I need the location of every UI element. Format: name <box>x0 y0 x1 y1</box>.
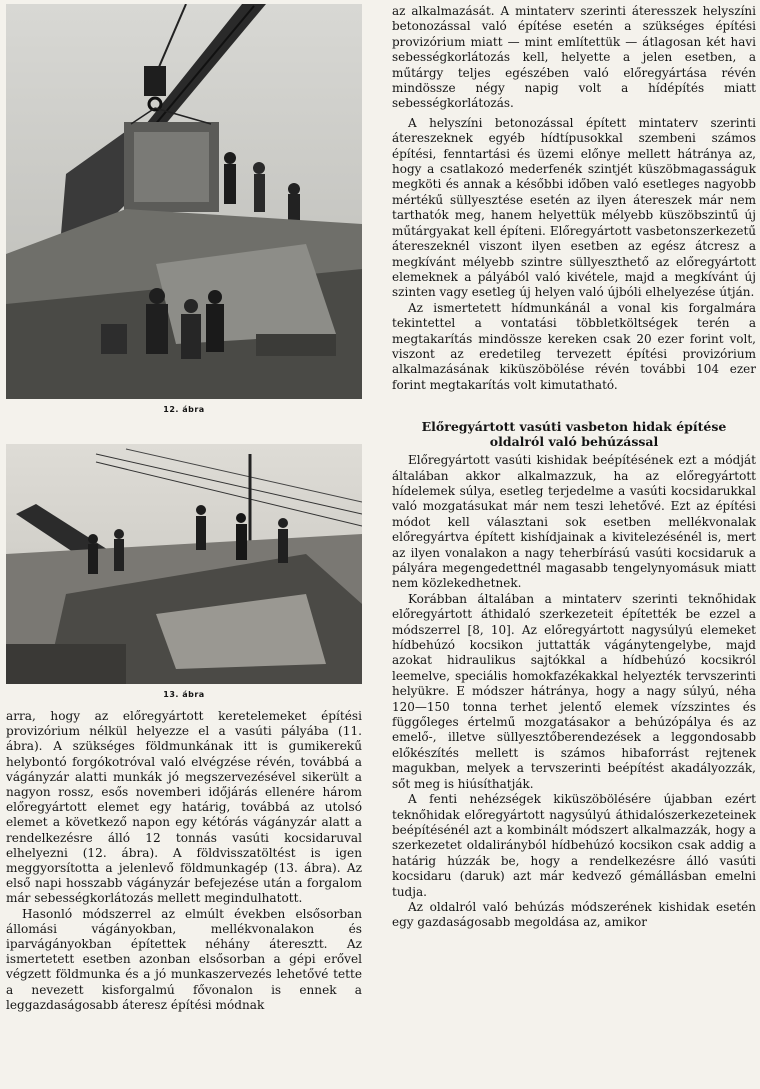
right-paragraph-1: az alkalmazását. A mintaterv szerinti áteresszek helyszíni betonozással való építése esetén a szükséges építési provizórium miatt — mint említettük — átlagosan két havi sebességkorlátozás kell, helyette a jelen esetben, a műtárgy teljes egészében való előregyártása révén mindössze négy napig volt a hídépítés miatt sebességkorlátozás. <box>392 4 756 111</box>
figure-13-photo <box>6 444 362 684</box>
figure-12-caption: 12. ábra <box>163 405 205 414</box>
right-paragraph-3: Az ismertetett hídmunkánál a vonal kis forgalmára tekintettel a vontatási többletköltségek terén a megtakarítás mindössze kereken csak 20 ezer forint volt, viszont az eredetileg tervezett építési provizórium alkalmazásának kiküszöbölése révén további 104 ezer forint megtakarítás volt kimutatható. <box>392 300 756 392</box>
right-paragraph-5: Korábban általában a mintaterv szerinti teknőhidak előregyártott áthidaló szerkezeteit építették be ezzel a módszerrel [8, 10]. Az előregyártott nagysúlyú elemeket hídbehúzó kocsikon juttatták vágánytengelybe, majd azokat hidraulikus sajtókkal a hídbehúzó kocsikról leemelve, speciális homokfazékakkal helyezték tervszerinti helyükre. E módszer hátránya, hogy a nagy súlyú, néha 120—150 tonna terhet jelentő elemek vízszintes és függőleges értelmű mozgatásakor a behúzópálya és az emelő-, illetve süllyesztőberendezések a leggondosabb előkészítés mellett is számos hibaforrást rejtenek magukban, melyek a tervszerinti beépítést akadályozzák, sőt meg is hiúsíthatják. <box>392 591 756 791</box>
right-paragraph-4: Előregyártott vasúti kishidak beépítésének ezt a módját általában akkor alkalmazzuk, ha az előregyártott hídelemek súlya, esetleg terjedelme a vasúti kocsidarukkal való mozgatásukat már nem teszi lehetővé. Ezt az építési módot kell választani sok esetben mellékvonalak előregyártva épített kishídjainak a kivitelezésénél is, mert az ilyen vonalakon a nagy teherbírású vasúti kocsidaruk a pályára megengedettnél magasabb tengelynyomásuk miatt nem közlekedhetnek. <box>392 453 756 591</box>
left-paragraph-2: Hasonló módszerrel az elmúlt években elsősorban állomási vágányokban, mellékvonalakon és iparvágányokban építettek néhány áteresztt. Az ismertetett esetben azonban elsősorban a gépi erővel végzett földmunka és a jó munkaszervezés lehetővé tette a nevezett kisforgalmú fővonalon is ennek a leggazdaságosabb áteresz építési módnak <box>6 906 362 1012</box>
crane-lifting-culvert-photo <box>6 4 362 399</box>
figure-13-caption: 13. ábra <box>163 690 205 699</box>
section-heading <box>392 419 756 449</box>
section-heading-line-1: Előregyártott vasúti vasbeton hidak építése <box>421 419 727 435</box>
right-paragraph-2: A helyszíni betonozással épített mintaterv szerinti átereszeknek egyéb hídtípusokkal szembeni számos építési, fenntartási és üzemi előnye mellett hátránya az, hogy a csatlakozó mederfenék szintjét küszöbmagasságuk megköti és annak a későbbi időben való esetleges nagyobb mértékű süllyesztése esetén az ilyen átereszek már nem tarthatók meg, hanem helyettük mélyebb küszöbszintű új műtárgyakat kell építeni. Előregyártott vasbetonszerkezetű átereszeknél viszont ilyen esetben az egész átcresz a megkívánt mélyebb szintre süllyeszthető az előregyártott elemeknek a pályából való kivétele, majd a megkívánt új szinten vagy esetleg új helyen való újbóli elhelyezése útján. <box>392 115 756 300</box>
left-paragraph-1: arra, hogy az előregyártott keretelemeket építési provizórium nélkül helyezze el a vasúti pályába (11. ábra). A szükséges földmunkának itt is gumikerekű helybontó forgókotróval való elvégzése révén, továbbá a vágányzár alatti munkák jó megszervezésével sikerült a nagyon rossz, esős novemberi időjárás ellenére három előregyártott elemet egy határig, továbbá az utolsó elemet a következő napon egy kétórás vágányzár alatt a rendelkezésre álló 12 tonnás vasúti kocsidaruval elhelyezni (12. ábra). A földvisszatöltést is igen meggyorsította a jelenlevő földmunkagép (13. ábra). Az első napi hosszabb vágányzár befejezése után a forgalom már sebességkorlátozás mellett megindulhatott. <box>6 709 362 906</box>
figure-12-photo <box>6 4 362 399</box>
section-heading-line-2: oldalról való behúzással <box>489 434 659 450</box>
excavator-backfilling-photo <box>6 444 362 684</box>
right-column <box>392 4 756 931</box>
left-column <box>6 4 362 1013</box>
right-paragraph-7: Az oldalról való behúzás módszerének kishidak esetén egy gazdaságosabb megoldása az, amikor <box>392 899 756 930</box>
right-paragraph-6: A fenti nehézségek kiküszöbölésére újabban ezért teknőhidak előregyártott nagysúlyú áthidalószerkezeteinek beépítésénél azt a kombinált módszert alkalmazzák, hogy a szerkezetet oldalirányból hídbehúzó kocsikon csak addig a határig húzzák be, hogy a rendelkezésre álló vasúti kocsidaru (daruk) azt már kedvező gémállásban emelni tudja. <box>392 792 756 899</box>
